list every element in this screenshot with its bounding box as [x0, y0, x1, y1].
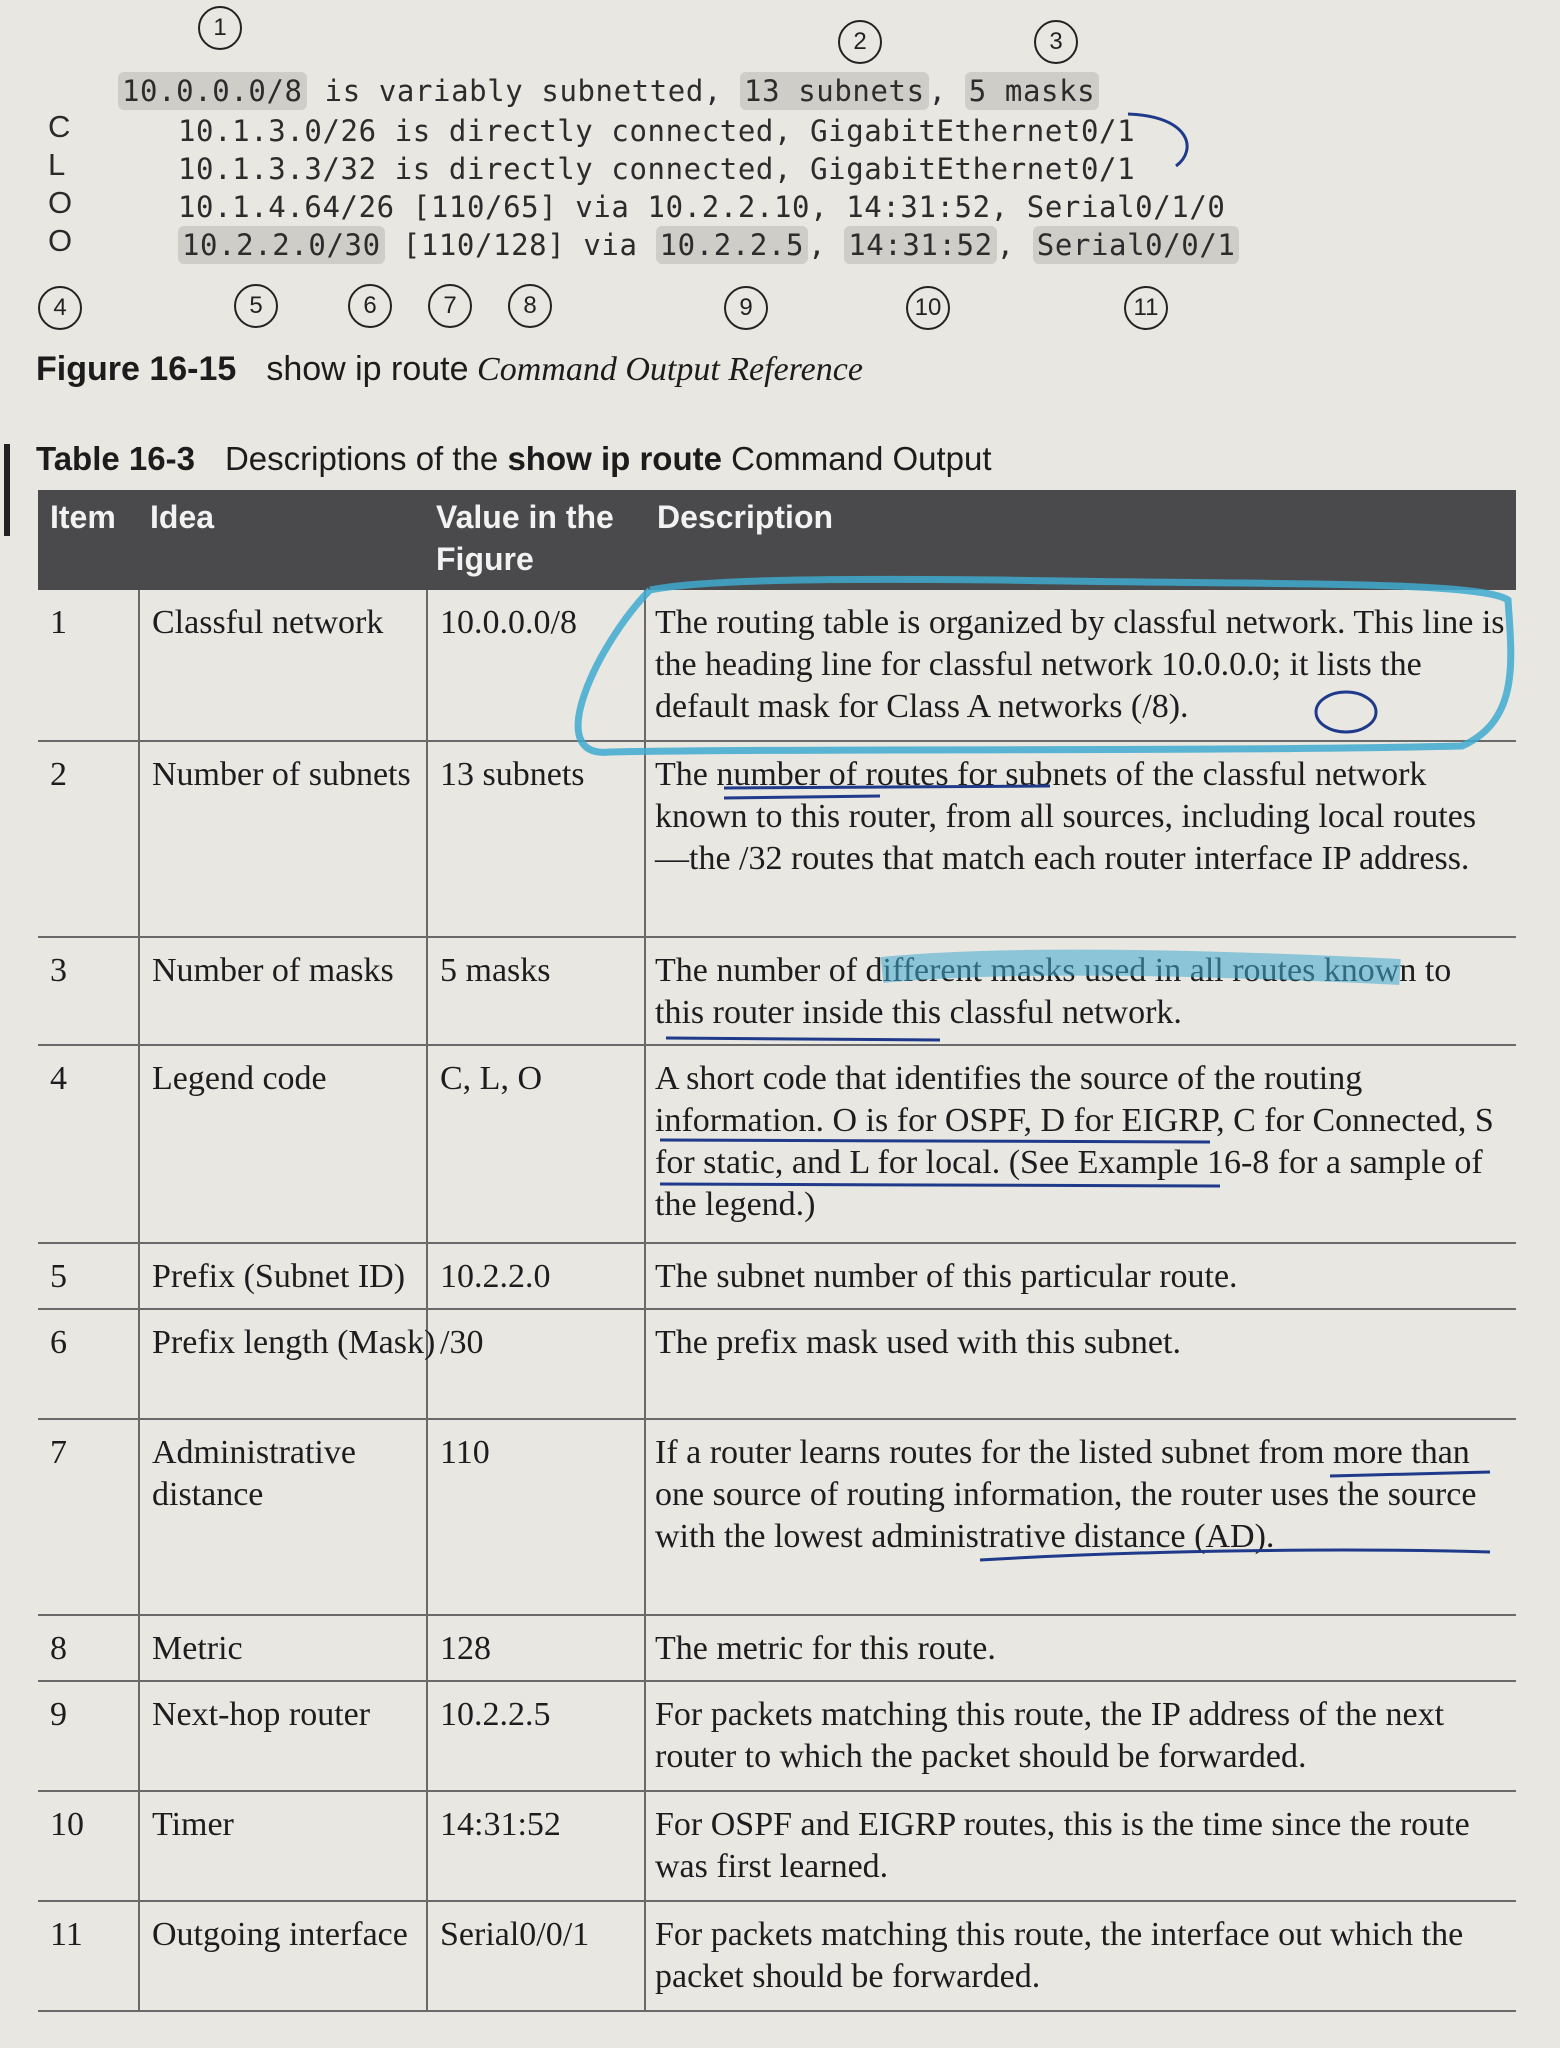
- row-item: 7: [50, 1434, 67, 1471]
- row-item: 8: [50, 1630, 67, 1667]
- row-idea: Next-hop router: [152, 1696, 371, 1733]
- descriptions-table: [38, 490, 1516, 2012]
- row-description: The subnet number of this particular route.: [655, 1258, 1238, 1295]
- row-item: 9: [50, 1696, 67, 1733]
- row-description: The number of different masks used in all routes known to this router inside this classful network.: [655, 952, 1452, 1031]
- row-idea: Number of masks: [152, 952, 394, 989]
- header-value: Value in the Figure: [436, 499, 614, 577]
- margin-bar: [4, 444, 10, 536]
- row-description: The routing table is organized by classful network. This line is the heading line for classful network 10.0.0.0; it lists the default mask for Class A networks (/8).: [655, 604, 1505, 725]
- row-idea: Metric: [152, 1630, 243, 1667]
- row-value: 5 masks: [440, 952, 551, 989]
- callout-3: 3: [1034, 20, 1078, 64]
- row-value: C, L, O: [440, 1060, 542, 1097]
- row-value: 10.0.0.0/8: [440, 604, 577, 641]
- table-header: [38, 490, 1516, 590]
- row-value: Serial0/0/1: [440, 1916, 590, 1953]
- table-row: [38, 938, 1516, 1046]
- row-item: 1: [50, 604, 67, 641]
- table-row: [38, 1244, 1516, 1310]
- figure-command: show ip route: [266, 350, 469, 388]
- code-route-line: 10.1.4.64/26 [110/65] via 10.2.2.10, 14:31:52, Serial0/1/0: [178, 190, 1226, 224]
- row-description: For packets matching this route, the interface out which the packet should be forwarded.: [655, 1916, 1464, 1995]
- row-item: 11: [50, 1916, 83, 1953]
- code-route-line: 10.1.3.0/26 is directly connected, GigabitEthernet0/1: [178, 114, 1136, 148]
- row-value: /30: [440, 1324, 484, 1361]
- callout-10: 10: [906, 286, 950, 330]
- header-idea: Idea: [150, 499, 215, 535]
- masks-highlight: 5 masks: [965, 72, 1099, 110]
- row-item: 10: [50, 1806, 84, 1843]
- row-item: 4: [50, 1060, 67, 1097]
- legend-code: C: [48, 109, 71, 144]
- header-description: Description: [657, 499, 834, 535]
- callout-4: 4: [38, 286, 82, 330]
- row-value: 10.2.2.5: [440, 1696, 551, 1733]
- callout-9: 9: [724, 286, 768, 330]
- row-idea: Classful network: [152, 604, 384, 641]
- row-description: The number of routes for subnets of the classful network known to this router, from all sources, including local routes—the /32 routes that match each router interface IP address.: [655, 756, 1477, 877]
- row-value: 14:31:52: [440, 1806, 561, 1843]
- row-value: 110: [440, 1434, 490, 1471]
- row-description: If a router learns routes for the listed subnet from more than one source of routing information, the router uses the source with the lowest administrative distance (AD).: [655, 1434, 1477, 1555]
- row-item: 3: [50, 952, 67, 989]
- row-description: The metric for this route.: [655, 1630, 996, 1667]
- row-value: 10.2.2.0: [440, 1258, 551, 1295]
- table-row: [38, 1420, 1516, 1616]
- callout-11: 11: [1124, 286, 1168, 330]
- pen-bracket: [1128, 114, 1187, 166]
- legend-code: O: [48, 185, 73, 220]
- row-description: For OSPF and EIGRP routes, this is the time since the route was first learned.: [655, 1806, 1470, 1885]
- table-row: [38, 742, 1516, 938]
- table-row: [38, 1310, 1516, 1420]
- figure-label: Figure 16-15: [36, 350, 237, 388]
- table-command: show ip route: [507, 440, 722, 477]
- callout-7: 7: [428, 284, 472, 328]
- legend-code: O: [48, 223, 73, 258]
- row-idea: Prefix (Subnet ID): [152, 1258, 406, 1295]
- table-row: [38, 1046, 1516, 1244]
- callout-6: 6: [348, 284, 392, 328]
- table-row: [38, 1792, 1516, 1902]
- row-value: 13 subnets: [440, 756, 585, 793]
- row-description: For packets matching this route, the IP address of the next router to which the packet should be forwarded.: [655, 1696, 1445, 1775]
- callout-5: 5: [234, 284, 278, 328]
- row-item: 2: [50, 756, 67, 793]
- code-heading-line: 10.0.0.0/8 is variably subnetted, 13 subnets , 5 masks: [118, 74, 1099, 108]
- subnets-highlight: 13 subnets: [740, 72, 929, 110]
- row-description: A short code that identifies the source of the routing information. O is for OSPF, D for EIGRP, C for Connected, S for static, and L for local. (See Example 16-8 for a sample of the legend.): [655, 1060, 1494, 1223]
- legend-code: L: [48, 147, 66, 182]
- callout-8: 8: [508, 284, 552, 328]
- figure-caption-text: Command Output Reference: [468, 351, 863, 388]
- row-idea: Legend code: [152, 1060, 327, 1097]
- row-idea: Outgoing interface: [152, 1916, 408, 1953]
- table-row: [38, 1902, 1516, 2012]
- row-idea: Prefix length (Mask): [152, 1324, 436, 1361]
- row-idea: Number of subnets: [152, 756, 411, 793]
- row-item: 5: [50, 1258, 67, 1295]
- figure-caption: [36, 350, 863, 389]
- classful-network-highlight: 10.0.0.0/8: [118, 72, 307, 110]
- row-idea: Timer: [152, 1806, 234, 1843]
- row-item: 6: [50, 1324, 67, 1361]
- table-label: Table 16-3: [36, 440, 195, 477]
- row-description: The prefix mask used with this subnet.: [655, 1324, 1181, 1361]
- code-route-line-highlighted: 10.2.2.0/30 [110/128] via 10.2.2.5 , 14:31:52 , Serial0/0/1: [178, 228, 1239, 262]
- callout-1: 1: [198, 6, 242, 50]
- table-caption: Table 16-3 Descriptions of the show ip route Command Output: [36, 440, 992, 477]
- row-value: 128: [440, 1630, 491, 1667]
- legend-code-column: [48, 108, 72, 260]
- callout-2: 2: [838, 20, 882, 64]
- table-row: [38, 590, 1516, 742]
- header-item: Item: [50, 499, 116, 535]
- table-row: [38, 1682, 1516, 1792]
- code-route-line: 10.1.3.3/32 is directly connected, GigabitEthernet0/1: [178, 152, 1136, 186]
- row-idea: Administrative distance: [152, 1434, 356, 1513]
- table-row: [38, 1616, 1516, 1682]
